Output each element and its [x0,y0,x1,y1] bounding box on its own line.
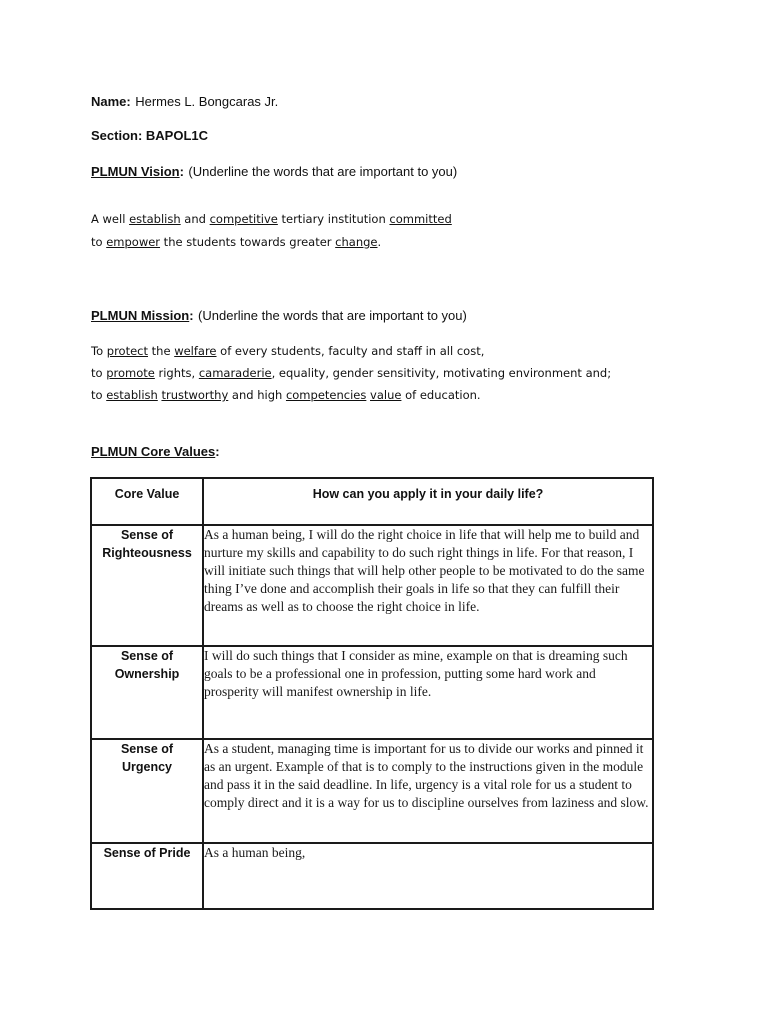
mission-heading: PLMUN Mission [91,308,190,323]
answer-cell: As a human being, I will do the right choice in life that will help me to build and nurture my skills and capability to do such right things in life. For that reason, I will initiate such things that will help other people to be motivated to do the same thing I’ve done and accomplish their goals in life so that they can fulfill their dreams as well as to choose the right choice in life. [203,525,653,646]
core-value-cell [91,843,203,909]
underlined-word: value [370,388,402,402]
mission-colon: : [189,308,194,323]
answer-cell: As a human being, [203,843,653,909]
core-value-cell [91,525,203,646]
core-value-line: Sense of [120,742,174,756]
underlined-word: empower [106,235,161,249]
core-value-line: Sense of [120,528,174,542]
answer-cell: I will do such things that I consider as mine, example on that is dreaming such goals to be a professional one in profession, putting some hard work and prosperity will manifest ownership in life. [203,646,653,739]
underlined-word: promote [106,366,155,380]
table-header-row [91,478,653,525]
text-segment: to [91,235,107,249]
core-values-heading: PLMUN Core Values [91,444,216,459]
mission-heading-line [91,307,467,325]
mission-line-3 [91,388,481,402]
text-segment: A well [91,212,130,226]
underlined-word: protect [106,344,148,358]
text-segment: To [91,344,107,358]
core-value-cell [91,646,203,739]
section-line: Section: BAPOL1C [91,128,209,143]
name-label: Name: [91,94,131,109]
text-segment: rights, [154,366,199,380]
vision-colon: : [179,164,184,179]
underlined-word: competencies [285,388,367,402]
vision-line-2 [91,235,381,249]
text-segment: of education. [401,388,481,402]
text-segment: and [180,212,210,226]
text-segment: the students towards greater [160,235,336,249]
core-value-line: Urgency [121,760,173,774]
underlined-word: camaraderie [198,366,272,380]
underlined-word: committed [389,212,452,226]
core-value-line: Sense of [120,649,174,663]
table-row [91,739,653,843]
underlined-word: welfare [174,344,217,358]
answer-cell: As a student, managing time is important for us to divide our works and pinned it as an urgent. Example of that is to comply to the instructions given in the module and pass it in the said deadline. In life, urgency is a vital role for us a student to comply direct and it is a way for us to discipline ourselves from laziness and slow. [203,739,653,843]
col-header-application: How can you apply it in your daily life? [203,478,653,525]
text-segment: the [148,344,175,358]
underlined-word: change [335,235,378,249]
text-segment: tertiary institution [277,212,390,226]
underlined-word: establish [106,388,158,402]
underlined-word: establish [129,212,181,226]
vision-heading: PLMUN Vision [91,164,180,179]
text-segment: and high [228,388,286,402]
core-value-line: Sense of Pride [103,846,191,860]
text-segment: . [377,235,382,249]
name-value: Hermes L. Bongcaras Jr. [135,94,279,109]
table-row [91,525,653,646]
text-segment: of every students, faculty and staff in all cost, [216,344,485,358]
core-value-cell [91,739,203,843]
text-segment: , equality, gender sensitivity, motivating environment and; [271,366,612,380]
col-header-core-value: Core Value [91,478,203,525]
core-values-heading-line [91,443,220,461]
mission-instruction: (Underline the words that are important to you) [198,308,467,323]
core-value-line: Righteousness [102,546,192,560]
mission-line-2 [91,366,611,380]
mission-line-1 [91,344,484,358]
core-value-line: Ownership [114,667,180,681]
name-line [91,93,278,111]
vision-heading-line [91,163,457,181]
core-values-colon: : [215,444,220,459]
text-segment: to [91,388,107,402]
vision-line-1 [91,212,452,226]
core-values-table [90,477,654,910]
underlined-word: competitive [209,212,278,226]
table-row [91,646,653,739]
text-segment: to [91,366,107,380]
underlined-word: trustworthy [161,388,229,402]
vision-instruction: (Underline the words that are important to you) [188,164,458,179]
table-row [91,843,653,909]
